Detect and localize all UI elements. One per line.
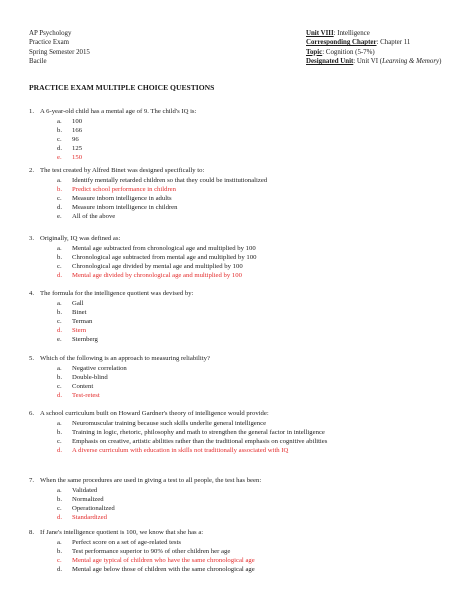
option-text: Operationalized bbox=[72, 504, 115, 512]
option-text: Standardized bbox=[72, 513, 107, 521]
option-letter: a. bbox=[57, 118, 62, 125]
topic-line bbox=[306, 48, 441, 57]
option-text: Mental age below those of children with the same chronological age bbox=[72, 565, 255, 573]
answer-option bbox=[57, 505, 474, 514]
unit-value: : Intelligence bbox=[333, 30, 370, 37]
option-letter: b. bbox=[57, 185, 63, 193]
answer-option bbox=[57, 420, 474, 429]
answer-option bbox=[57, 300, 474, 309]
answer-options bbox=[57, 539, 474, 575]
option-letter: b. bbox=[57, 373, 63, 381]
answer-option bbox=[57, 383, 474, 392]
option-letter: e. bbox=[57, 212, 62, 220]
question-text: Originally, IQ was defined as: bbox=[40, 235, 121, 242]
answer-option bbox=[57, 245, 474, 254]
answer-option bbox=[57, 254, 474, 263]
question-number: 3. bbox=[29, 235, 35, 242]
page-title: PRACTICE EXAM MULTIPLE CHOICE QUESTIONS bbox=[29, 83, 215, 92]
chapter-line bbox=[306, 38, 441, 47]
option-letter: a. bbox=[57, 365, 62, 372]
option-text: Content bbox=[72, 382, 94, 390]
question-text: The test created by Alfred Binet was designed specifically to: bbox=[40, 167, 205, 174]
designated-unit-line bbox=[306, 57, 441, 66]
option-letter: b. bbox=[57, 428, 63, 436]
option-letter: d. bbox=[57, 326, 63, 334]
teacher-name: Bacile bbox=[29, 58, 47, 66]
answer-option bbox=[57, 374, 474, 383]
answer-option bbox=[57, 204, 474, 213]
option-text: 96 bbox=[72, 135, 79, 143]
answer-option-correct bbox=[57, 327, 474, 336]
option-letter: d. bbox=[57, 565, 63, 573]
answer-option bbox=[57, 177, 474, 186]
question-number: 4. bbox=[29, 290, 35, 297]
answer-option bbox=[57, 566, 474, 575]
question-number: 7. bbox=[29, 477, 35, 484]
question-number: 8. bbox=[29, 529, 35, 536]
option-letter: d. bbox=[57, 203, 63, 211]
topic-value: : Cognition (5-7%) bbox=[322, 48, 375, 56]
answer-options bbox=[57, 487, 474, 523]
answer-option-correct bbox=[57, 557, 474, 566]
option-text: Binet bbox=[72, 308, 87, 316]
question-number: 1. bbox=[29, 108, 35, 115]
answer-option bbox=[57, 263, 474, 272]
option-letter: c. bbox=[57, 504, 62, 512]
answer-options bbox=[57, 118, 474, 162]
option-letter: c. bbox=[57, 135, 62, 143]
semester: Spring Semester 2015 bbox=[29, 48, 90, 56]
option-letter: c. bbox=[57, 194, 62, 202]
option-text: Perfect score on a set of age-related tests bbox=[72, 539, 181, 546]
option-text: Chronological age subtracted from mental age and multiplied by 100 bbox=[72, 253, 257, 261]
option-letter: b. bbox=[57, 308, 63, 316]
answer-option bbox=[57, 365, 474, 374]
question-text: A school curriculum built on Howard Gardner's theory of intelligence would provide: bbox=[40, 410, 269, 417]
question-text: A 6-year-old child has a mental age of 9. The child's IQ is: bbox=[40, 108, 197, 115]
option-text: Emphasis on creative, artistic abilities rather than the traditional emphasis on cognitive abilities bbox=[72, 437, 328, 445]
answer-options bbox=[57, 245, 474, 281]
answer-option bbox=[57, 496, 474, 505]
answer-option-correct bbox=[57, 514, 474, 523]
option-letter: c. bbox=[57, 556, 62, 564]
option-text: Test-retest bbox=[72, 391, 100, 399]
question-number: 2. bbox=[29, 167, 35, 174]
option-text: Negative correlation bbox=[72, 365, 127, 372]
option-letter: a. bbox=[57, 245, 62, 252]
answer-option bbox=[57, 487, 474, 496]
option-text: Neuromuscular training because such skills underlie general intelligence bbox=[72, 420, 267, 427]
chapter-key: Corresponding Chapter bbox=[306, 39, 377, 47]
question-text: When the same procedures are used in giving a test to all people, the test has been: bbox=[40, 477, 262, 484]
option-letter: e. bbox=[57, 153, 62, 161]
option-letter: c. bbox=[57, 262, 62, 270]
exam-name: Practice Exam bbox=[29, 39, 69, 47]
answer-option bbox=[57, 118, 474, 127]
option-text: Mental age divided by chronological age and multiplied by 100 bbox=[72, 271, 242, 279]
answer-option-correct bbox=[57, 272, 474, 281]
header-left bbox=[29, 29, 90, 67]
option-text: Sternberg bbox=[72, 335, 98, 343]
option-letter: e. bbox=[57, 335, 62, 343]
header-right bbox=[306, 29, 441, 67]
answer-option bbox=[57, 145, 474, 154]
answer-option bbox=[57, 195, 474, 204]
chapter-value: : Chapter 11 bbox=[376, 39, 411, 47]
option-text: 150 bbox=[72, 153, 83, 161]
option-letter: c. bbox=[57, 317, 62, 325]
answer-option bbox=[57, 136, 474, 145]
option-letter: a. bbox=[57, 539, 62, 546]
option-text: Predict school performance in children bbox=[72, 185, 176, 193]
option-text: 125 bbox=[72, 144, 83, 152]
topic-key: Topic bbox=[306, 48, 323, 56]
option-text: Stern bbox=[72, 326, 87, 334]
course-name: AP Psychology bbox=[29, 30, 72, 37]
option-text: Mental age typical of children who have the same chronological age bbox=[72, 556, 255, 564]
question-number: 6. bbox=[29, 410, 35, 417]
answer-option bbox=[57, 213, 474, 222]
answer-option-correct bbox=[57, 154, 474, 163]
option-text: A diverse curriculum with education in skills not traditionally associated with IQ bbox=[72, 446, 289, 454]
answer-options bbox=[57, 300, 474, 344]
answer-option bbox=[57, 309, 474, 318]
option-text: Double-blind bbox=[72, 373, 108, 381]
answer-option bbox=[57, 336, 474, 345]
answer-option-correct bbox=[57, 392, 474, 401]
designated-unit-value: : Unit VI (Learning & Memory) bbox=[353, 58, 442, 66]
question-number: 5. bbox=[29, 355, 35, 362]
answer-option-correct bbox=[57, 447, 474, 456]
option-letter: c. bbox=[57, 382, 62, 390]
unit-key: Unit VIII bbox=[306, 30, 334, 37]
option-letter: d. bbox=[57, 513, 63, 521]
option-letter: a. bbox=[57, 300, 62, 307]
option-text: Identify mentally retarded children so that they could be institutionalized bbox=[72, 177, 268, 184]
answer-option bbox=[57, 127, 474, 136]
answer-option-correct bbox=[57, 186, 474, 195]
option-text: Chronological age divided by mental age and multiplied by 100 bbox=[72, 262, 243, 270]
option-text: Training in logic, rhetoric, philosophy and math to strengthen the general factor in intelligence bbox=[72, 428, 325, 436]
option-letter: a. bbox=[57, 487, 62, 494]
option-letter: b. bbox=[57, 495, 63, 503]
option-text: Normalized bbox=[72, 495, 104, 503]
answer-option bbox=[57, 318, 474, 327]
option-letter: c. bbox=[57, 437, 62, 445]
answer-option bbox=[57, 438, 474, 447]
question-text: Which of the following is an approach to measuring reliability? bbox=[40, 355, 210, 362]
option-letter: d. bbox=[57, 144, 63, 152]
option-letter: a. bbox=[57, 420, 62, 427]
option-text: 166 bbox=[72, 126, 83, 134]
option-text: Validated bbox=[72, 487, 98, 494]
option-letter: d. bbox=[57, 391, 63, 399]
option-text: All of the above bbox=[72, 212, 116, 220]
question-text: If Jane's intelligence quotient is 100, we know that she has a: bbox=[40, 529, 204, 536]
option-text: Measure inborn intelligence in adults bbox=[72, 194, 172, 202]
option-letter: a. bbox=[57, 177, 62, 184]
option-letter: b. bbox=[57, 126, 63, 134]
answer-option bbox=[57, 539, 474, 548]
option-letter: d. bbox=[57, 271, 63, 279]
question-text: The formula for the intelligence quotient was devised by: bbox=[40, 290, 194, 297]
answer-option bbox=[57, 548, 474, 557]
answer-options bbox=[57, 420, 474, 456]
option-text: Test performance superior to 90% of other children her age bbox=[72, 547, 231, 555]
answer-option bbox=[57, 429, 474, 438]
option-text: Terman bbox=[72, 317, 93, 325]
option-text: Gall bbox=[72, 300, 84, 307]
option-text: Measure inborn intelligence in children bbox=[72, 203, 178, 211]
option-letter: b. bbox=[57, 253, 63, 261]
answer-options bbox=[57, 365, 474, 401]
option-letter: b. bbox=[57, 547, 63, 555]
unit-line bbox=[306, 29, 441, 38]
answer-options bbox=[57, 177, 474, 221]
designated-unit-key: Designated Unit bbox=[306, 58, 354, 66]
option-text: 100 bbox=[72, 118, 83, 125]
option-text: Mental age subtracted from chronological age and multiplied by 100 bbox=[72, 245, 256, 252]
option-letter: d. bbox=[57, 446, 63, 454]
